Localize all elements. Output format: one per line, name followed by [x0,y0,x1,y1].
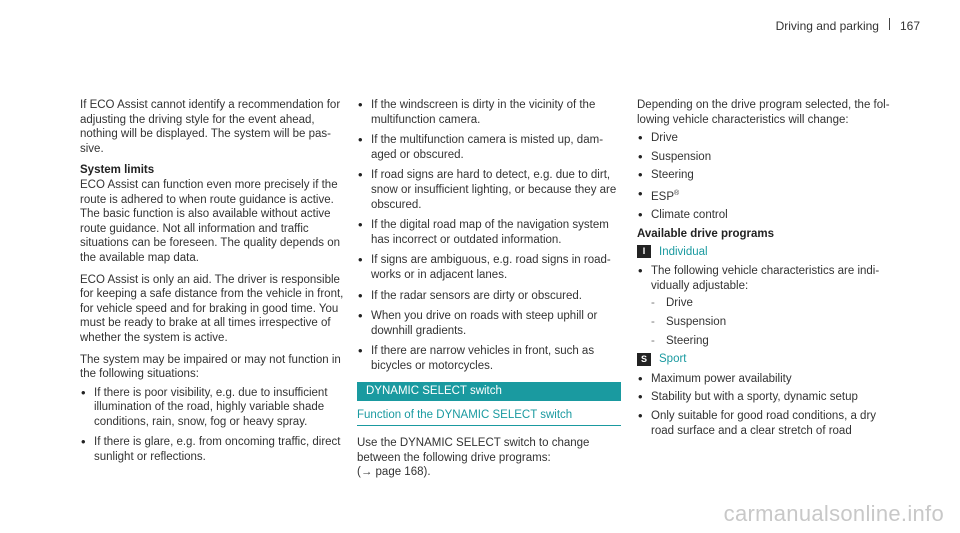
dash-icon: - [651,297,655,310]
dash-icon: - [651,334,655,347]
program-name: Individual [659,245,708,258]
paragraph: The system may be impaired or may not function in the following situations: [80,353,341,381]
bullet-icon: • [638,185,643,201]
list-item: • If there is glare, e.g. from oncoming traffic, direct sunlight or reflections. [81,434,341,464]
column-3 [637,98,895,444]
list-item: • If the windscreen is dirty in the vicinity of the multifunction camera. [358,97,596,126]
bullet-icon: • [638,407,643,423]
bullet-icon: • [81,434,86,450]
paragraph: ECO Assist is only an aid. The driver is responsible for keeping a safe distance from the vehicle in front, for vehicle speed and for braking in good time. You must be ready to brake at all times irrespective of whether the system is active. [80,273,344,344]
bullet-icon: • [358,343,363,359]
list-item: • If there are narrow vehicles in front, such as bicycles or motorcycles. [358,343,595,372]
header-divider [889,18,890,30]
paragraph: ECO Assist can function even more precisely if the route is adhered to when route guidance is active. The basic function is also available without active route guidance. Not all information and traffic situations can be foreseen. The quality depends on the available map data. [80,178,340,264]
bullet-icon: • [358,97,363,112]
list-item: - Drive [651,297,693,310]
bullet-icon: • [81,384,86,400]
individual-program-icon: I [637,245,651,258]
page-reference: (→ page 168). [357,466,431,479]
list-item: • Only suitable for good road conditions, a dry road surface and a clear stretch of road [638,407,877,437]
page-number: 167 [899,19,920,33]
bullet-list [80,386,350,465]
list-item: • If the multifunction camera is misted up, damaged or obscured. [358,132,604,161]
list-item: • Climate control [638,207,728,223]
section-bar-dynamic-select: DYNAMIC SELECT switch [357,382,621,401]
paragraph: Use the DYNAMIC SELECT switch to change between the following drive programs: [357,437,590,464]
list-item: • Maximum power availability [638,370,792,386]
drive-program-individual [637,245,895,260]
heading-drive-programs: Available drive programs [637,227,774,240]
bullet-list [637,131,895,223]
bullet-list [357,98,621,374]
paragraph: Depending on the drive program selected, the following vehicle characteristics will change: [637,99,890,126]
page-header [776,18,920,33]
bullet-icon: • [638,389,643,405]
list-item: • The following vehicle characteristics are individually adjustable: [638,263,880,292]
list-item: • If road signs are hard to detect, e.g. due to dirt, snow or insufficient lighting, or because they are obscured. [358,167,617,211]
list-item: • If there is poor visibility, e.g. due to insufficient illumination of the road, highly variable shade conditions, rain, snow, fog or heavy spray. [81,384,328,428]
bullet-icon: • [358,132,363,148]
list-item: • Steering [638,167,694,183]
watermark: carmanualsonline.info [723,501,944,526]
bullet-list [637,372,895,438]
list-item: - Suspension [651,315,727,328]
bullet-list [637,264,895,293]
bullet-icon: • [638,167,643,183]
bullet-icon: • [638,370,643,386]
list-item: • If signs are ambiguous, e.g. road signs in roadworks or in adjacent lanes. [358,252,611,281]
bullet-icon: • [358,308,363,324]
bullet-icon: • [358,252,363,268]
bullet-icon: • [358,167,363,183]
list-item: • If the radar sensors are dirty or obscured. [358,287,582,303]
bullet-icon: • [358,217,363,233]
bullet-icon: • [638,130,643,146]
drive-program-sport [637,352,895,367]
section-title: Driving and parking [775,19,879,33]
column-1 [80,98,350,471]
list-item: • Drive [638,130,678,146]
sport-program-icon: S [637,353,651,366]
list-item: • Suspension [638,148,712,164]
list-item: • When you drive on roads with steep uphill or downhill gradients. [358,308,598,337]
list-item: - Steering [651,334,709,347]
dash-icon: - [651,315,655,328]
paragraph: If ECO Assist cannot identify a recommendation for adjusting the driving style for the event ahead, nothing will be displayed. The system will be passive. [80,99,341,155]
bullet-icon: • [638,207,643,223]
bullet-icon: • [358,287,363,303]
bullet-icon: • [638,148,643,164]
heading-system-limits: System limits [80,164,155,177]
dash-list [637,296,895,348]
subsection-title: Function of the DYNAMIC SELECT switch [357,408,621,427]
list-item: • ESP® [638,185,680,203]
list-item: • Stability but with a sporty, dynamic setup [638,389,858,405]
program-name: Sport [659,353,687,366]
list-item: • If the digital road map of the navigation system has incorrect or outdated information. [358,217,609,246]
bullet-icon: • [638,263,643,279]
column-2 [357,98,621,487]
